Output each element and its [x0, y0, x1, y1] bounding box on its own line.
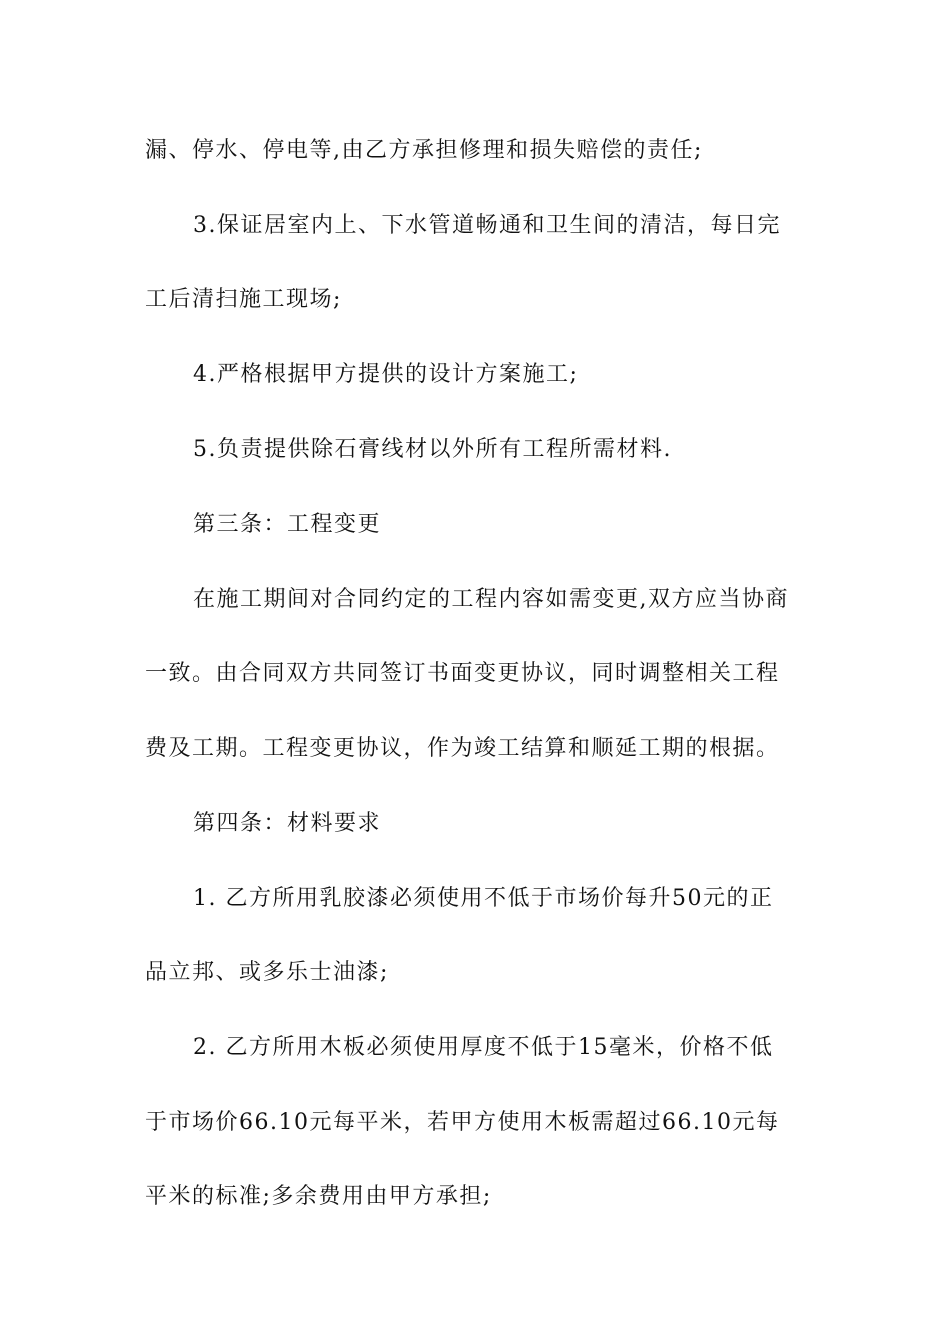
- clause-3-line-2: 工后清扫施工现场;: [145, 287, 342, 312]
- clause-4: 4.严格根据甲方提供的设计方案施工;: [193, 362, 579, 387]
- article-3-line-1: 在施工期间对合同约定的工程内容如需变更,双方应当协商: [193, 587, 789, 612]
- clause-5: 5.负责提供除石膏线材以外所有工程所需材料.: [193, 437, 672, 462]
- article-4-item-1-line-1: 1. 乙方所用乳胶漆必须使用不低于市场价每升50元的正: [193, 886, 774, 911]
- section-heading-article-3: 第三条：工程变更: [193, 512, 382, 537]
- article-4-item-1-line-2: 品立邦、或多乐士油漆;: [145, 960, 389, 985]
- article-3-line-2: 一致。由合同双方共同签订书面变更协议，同时调整相关工程: [145, 661, 780, 686]
- section-heading-article-4: 第四条：材料要求: [193, 811, 382, 836]
- paragraph-line-responsibility: 漏、停水、停电等,由乙方承担修理和损失赔偿的责任;: [145, 138, 703, 163]
- article-4-item-2-line-2: 于市场价66.10元每平米，若甲方使用木板需超过66.10元每: [145, 1110, 780, 1135]
- clause-3-line-1: 3.保证居室内上、下水管道畅通和卫生间的清洁，每日完: [193, 213, 781, 238]
- article-4-item-2-line-3: 平米的标准;多余费用由甲方承担;: [145, 1184, 492, 1209]
- article-4-item-2-line-1: 2. 乙方所用木板必须使用厚度不低于15毫米，价格不低: [193, 1035, 774, 1060]
- article-3-line-3: 费及工期。工程变更协议，作为竣工结算和顺延工期的根据。: [145, 736, 780, 761]
